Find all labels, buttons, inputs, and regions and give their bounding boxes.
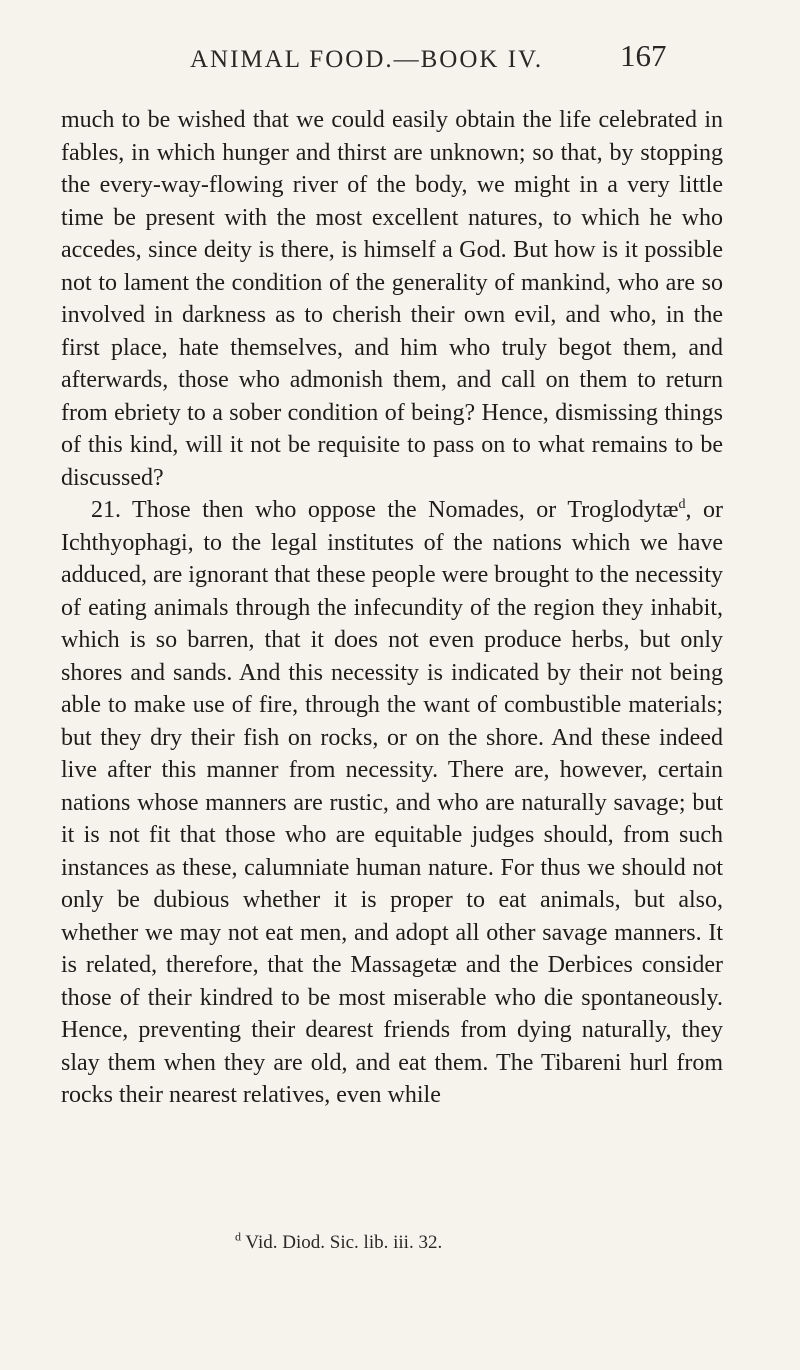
footnote-mark: d (235, 1229, 241, 1244)
paragraph-21-start: 21. Those then who oppose the Nomades, or Troglodytæ (91, 497, 679, 523)
page-number: 167 (620, 38, 667, 73)
footnote-reference: d (678, 497, 686, 512)
footnote (235, 1229, 443, 1254)
running-head: ANIMAL FOOD.—BOOK IV. (190, 46, 544, 73)
footnote-text: Vid. Diod. Sic. lib. iii. 32. (245, 1232, 443, 1253)
paragraph-21 (61, 494, 723, 1112)
paragraph-continued: much to be wished that we could easily obtain the life celebrated in fables, in which hunger and thirst are unknown; so that, by stopping the every-way-flowing river of the body, we might in a very little time be present with the most excellent natures, to which he who accedes, since deity is there, is himself a God. But how is it possible not to lament the condition of the generality of mankind, who are so involved in darkness as to cherish their own evil, and who, in the first place, hate themselves, and him who truly begot them, and afterwards, those who admonish them, and call on them to return from ebriety to a sober condition of being? Hence, dismissing things of this kind, will it not be requisite to pass on to what remains to be discussed? (61, 107, 723, 491)
body-text (61, 104, 723, 1112)
paragraph-21-rest: , or Ichthyophagi, to the legal institutes of the nations which we have adduced, are ignorant that these people were brought to the necessity of eating animals through the infecundity of the region they inhabit, which is so barren, that it does not even produce herbs, but only shores and sands. And this necessity is indicated by their not being able to make use of fire, through the want of combustible materials; but they dry their fish on rocks, or on the shore. And these indeed live after this manner from necessity. There are, however, certain nations whose manners are rustic, and who are naturally savage; but it is not fit that those who are equitable judges should, from such instances as these, calumniate human nature. For thus we should not only be dubious whether it is proper to eat animals, but also, whether we may not eat men, and adopt all other savage manners. It is related, therefore, that the Massagetæ and the Derbices consider those of their kindred to be most miserable who die spontaneously. Hence, preventing their dearest friends from dying naturally, they slay them when they are old, and eat them. The Tibareni hurl from rocks their nearest relatives, even while (61, 497, 723, 1108)
